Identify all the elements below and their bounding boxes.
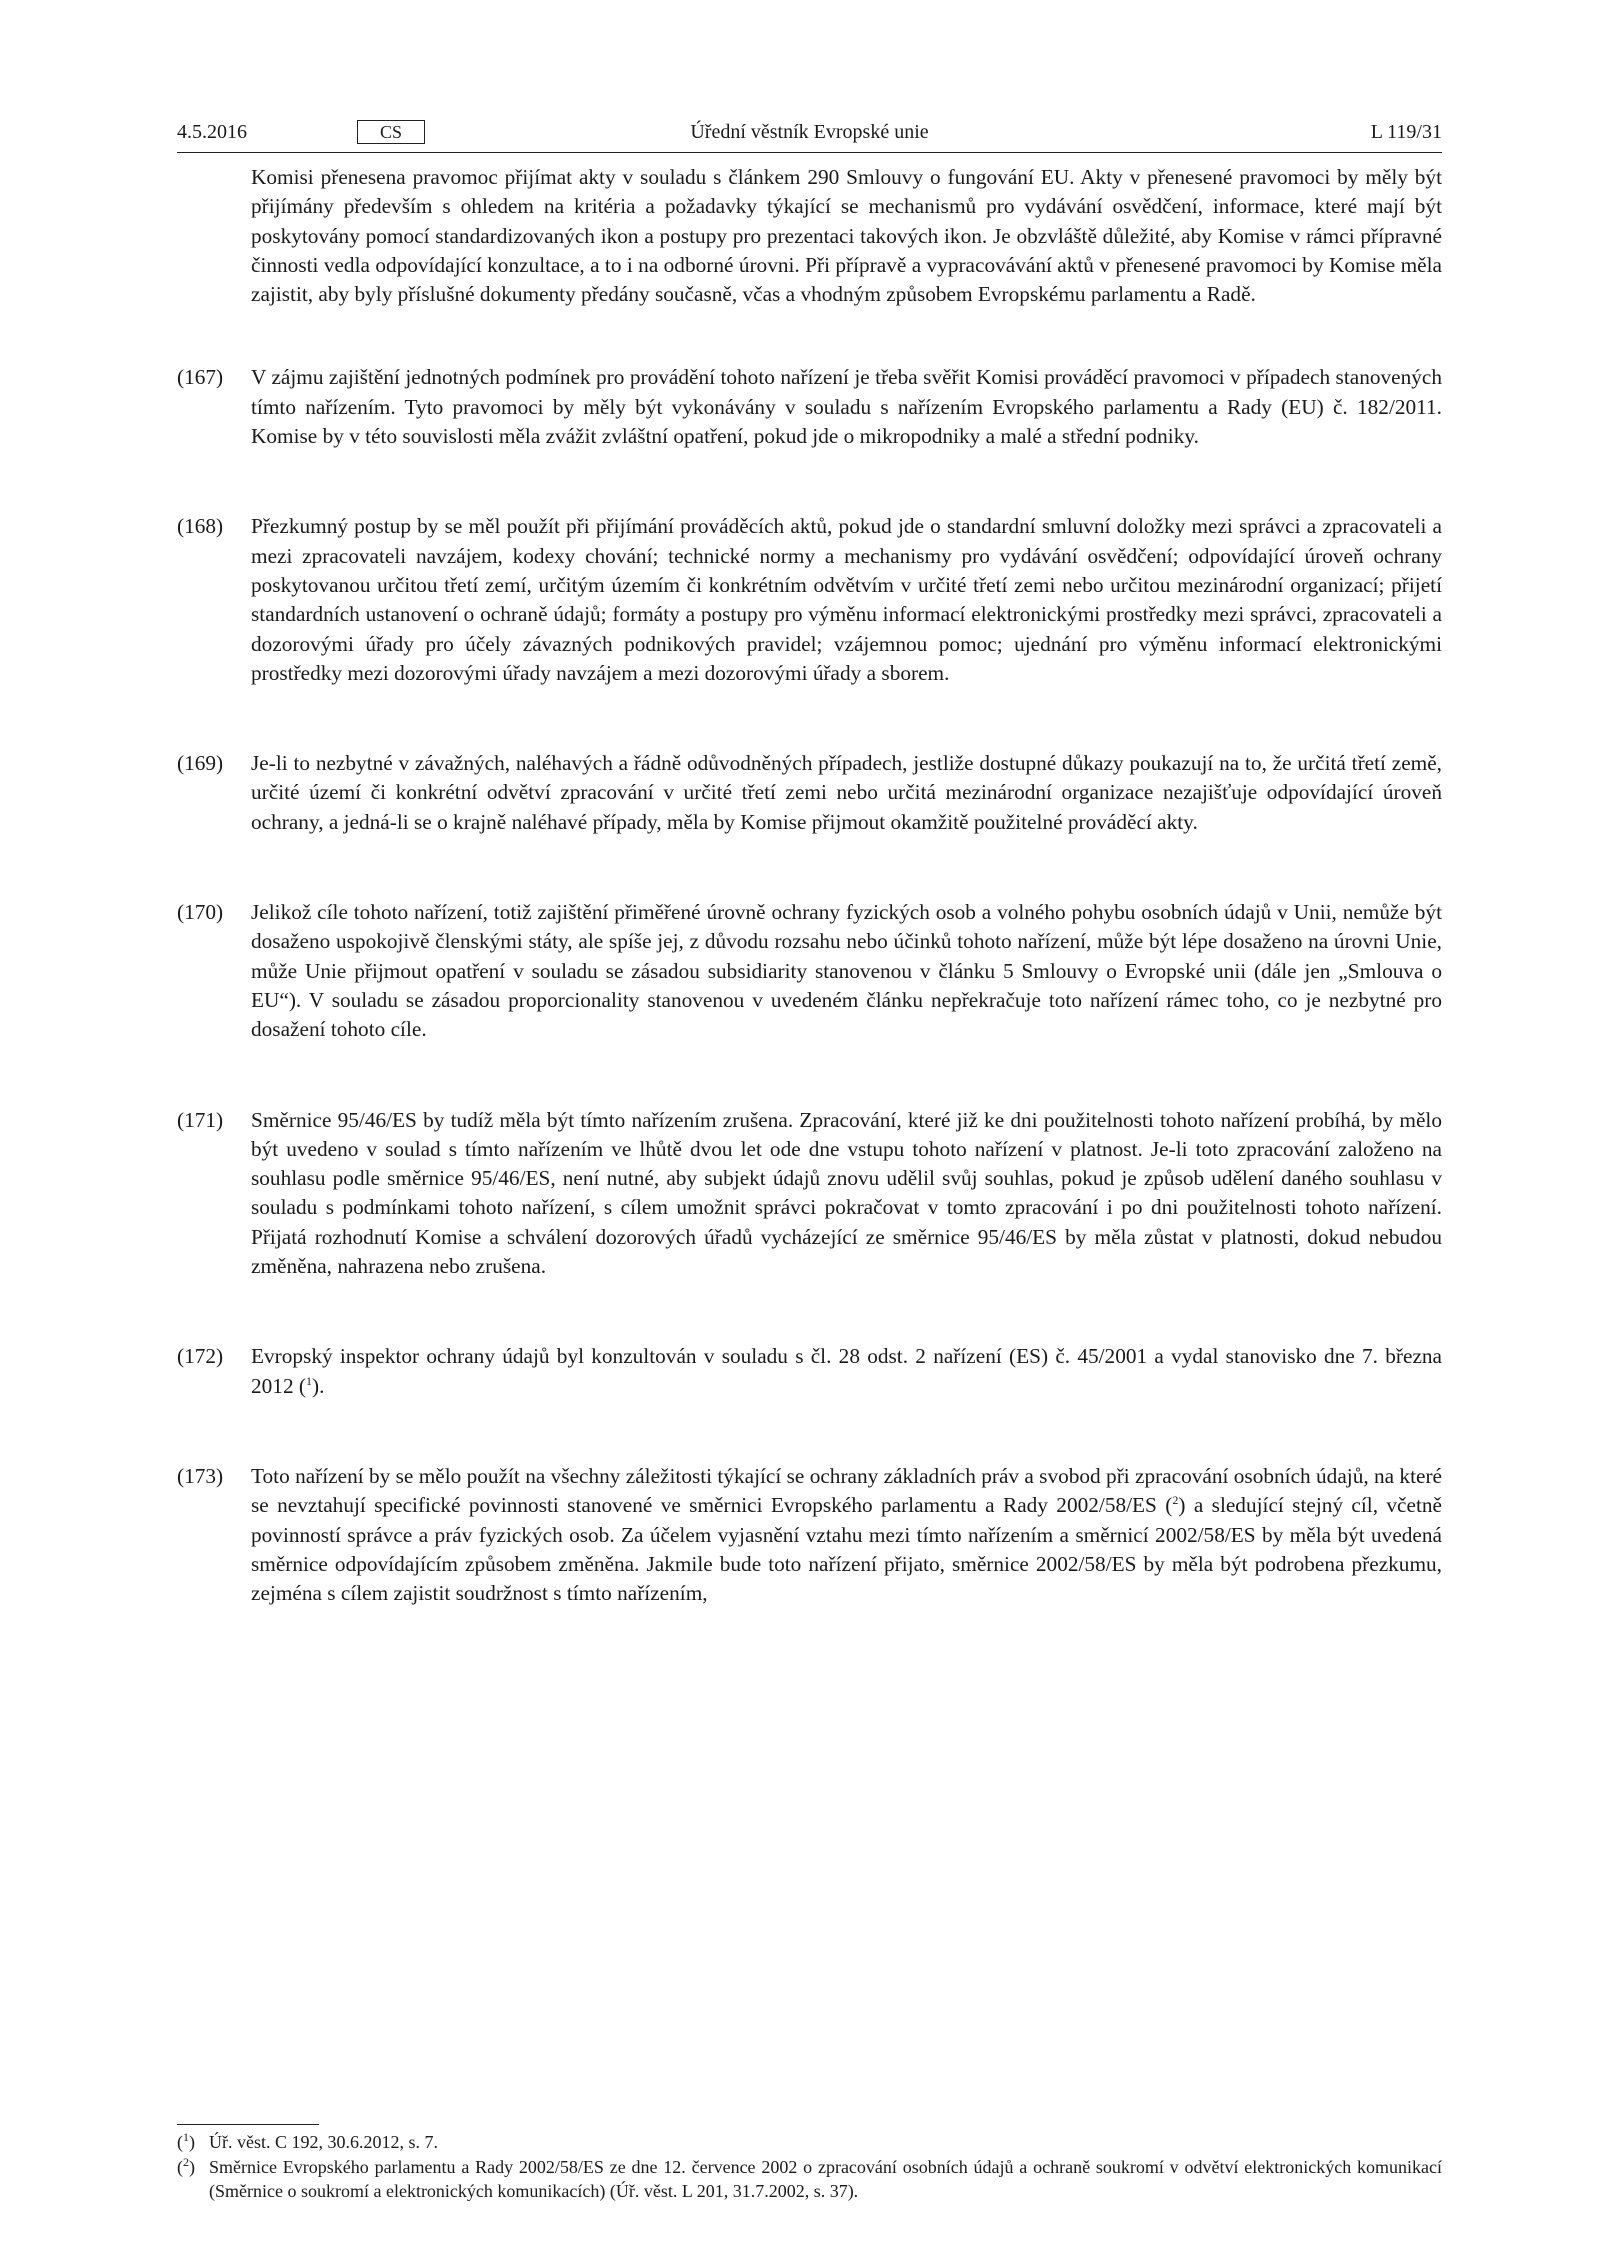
recital-171 xyxy=(177,1106,1442,1282)
recital-text: V zájmu zajištění jednotných podmínek pro provádění tohoto nařízení je třeba svěřit Komisi prováděcí pravomoci v případech stanovených tímto nařízením. Tyto pravomoci by měly být vykonávány v souladu s nařízením Evropského parlamentu a Rady (EU) č. 182/2011. Komise by v této souvislosti měla zvážit zvláštní opatření, pokud jde o mikropodniky a malé a střední podniky. xyxy=(251,365,1442,449)
page xyxy=(177,118,1442,1608)
recital-text-container: Toto nařízení by se mělo použít na všechny záležitosti týkající se ochrany základních práv a svobod při zpracování osobních údajů, na které se nevztahují specifické povinnosti stanovené ve směrnici Evropského parlamentu a Rady 2002/58/ES ($^2$) a sledující stejný cíl, včetně povinností správce a práv fyzických osob. Za účelem vyjasnění vztahu mezi tímto nařízením a směrnicí 2002/58/ES by měla být uvedená směrnice odpovídajícím způsobem změněna. Jakmile bude toto nařízení přijato, směrnice 2002/58/ES by měla být podrobena přezkumu, zejména s cílem zajistit soudržnost s tímto nařízením, xyxy=(251,1463,1442,1606)
footnote-text: Směrnice Evropského parlamentu a Rady 2002/58/ES ze dne 12. července 2002 o zpracování osobních údajů a ochraně soukromí v odvětví elektronických komunikací (Směrnice o soukromí a elektronických komunikacích) (Úř. věst. L 201, 31.7.2002, s. 37). xyxy=(209,2156,1442,2201)
footnotes xyxy=(177,2130,1442,2204)
recital-170 xyxy=(177,898,1442,1044)
recital-number: (172) xyxy=(177,1344,224,1369)
recital-number: (170) xyxy=(177,900,224,925)
header-left xyxy=(177,118,425,146)
footnote-number: ($^1$) xyxy=(177,2130,195,2152)
footnote-number: ($^2$) xyxy=(177,2154,195,2177)
recital-text: Evropský inspektor ochrany údajů byl konzultován v souladu s čl. 28 odst. 2 nařízení (ES) č. 45/2001 a vydal stanovisko dne 7. března 2012 xyxy=(251,1344,1442,1398)
footnote-text: Úř. věst. C 192, 30.6.2012, s. 7. xyxy=(209,2132,438,2152)
footnote-1 xyxy=(177,2130,1442,2155)
recital-text-tail: . xyxy=(319,1373,325,1398)
recital-text: Směrnice 95/46/ES by tudíž měla být tímto nařízením zrušena. Zpracování, které již ke dni použitelnosti tohoto nařízení probíhá, by mělo být uvedeno v soulad s tímto nařízením ve lhůtě dvou let ode dne vstupu tohoto nařízení v platnost. Je-li toto zpracování založeno na souhlasu podle směrnice 95/46/ES, není nutné, aby subjekt údajů znovu udělil svůj souhlas, pokud je způsob udělení daného souhlasu v souladu s podmínkami tohoto nařízení, s cílem umožnit správci pokračovat v tomto zpracování i po dni použitelnosti tohoto nařízení. Přijatá rozhodnutí Komise a schválení dozorových úřadů vycházející ze směrnice 95/46/ES by měla zůstat v platnosti, dokud nebudou změněna, nahrazena nebo zrušena. xyxy=(251,1107,1442,1279)
page-header xyxy=(177,118,1442,153)
document-body xyxy=(177,163,1442,1608)
recital-number: (171) xyxy=(177,1107,224,1132)
recital-text-container: Evropský inspektor ochrany údajů byl konzultován v souladu s čl. 28 odst. 2 nařízení (ES) č. 45/2001 a vydal stanovisko dne 7. března 2012 ($^1$). xyxy=(251,1344,1442,1398)
publication-date: 4.5.2016 xyxy=(177,121,247,143)
recital-text: Je-li to nezbytné v závažných, naléhavých a řádně odůvodněných případech, jestliže dostupné důkazy poukazují na to, že určitá třetí země, určité území či konkrétní odvětví zpracování v určité třetí zemi nebo určitá mezinárodní organizace nezajišťuje odpovídající úroveň ochrany, a jedná-li se o krajně naléhavé případy, měla by Komise přijmout okamžitě použitelné prováděcí akty. xyxy=(251,751,1442,834)
lead-paragraph: Komisi přenesena pravomoc přijímat akty v souladu s článkem 290 Smlouvy o fungování EU. Akty v přenesené pravomoci by měly být přijímány především s ohledem na kritéria a požadavky týkající se mechanismů pro vydávání osvědčení, informace, které mají být poskytovány pomocí standardizovaných ikon a postupy pro prezentaci takových ikon. Je obzvláště důležité, aby Komise v rámci přípravné činnosti vedla odpovídající konzultace, a to i na odborné úrovni. Při přípravě a vypracovávání aktů v přenesené pravomoci by Komise měla zajistit, aby byly příslušné dokumenty předány současně, včas a vhodným způsobem Evropskému parlamentu a Radě. xyxy=(251,165,1442,307)
recital-text: Jelikož cíle tohoto nařízení, totiž zajištění přiměřené úrovně ochrany fyzických osob a volného pohybu osobních údajů v Unii, nemůže být dosaženo uspokojivě členskými státy, ale spíše jej, z důvodu rozsahu nebo účinků tohoto nařízení, může být lépe dosaženo na úrovni Unie, může Unie přijmout opatření v souladu se zásadou subsidiarity stanovenou v článku 5 Smlouvy o Evropské unii (dále jen „Smlouva o EU“). V souladu se zásadou proporcionality stanovenou v uvedeném článku nepřekračuje toto nařízení rámec toho, co je nezbytné pro dosažení tohoto cíle. xyxy=(251,900,1442,1042)
recital-number: (169) xyxy=(177,751,224,776)
footnote-ref-2[interactable]: 2 xyxy=(1172,1493,1179,1508)
footnote-2 xyxy=(177,2155,1442,2204)
recital-number: (168) xyxy=(177,514,224,539)
footnote-ref-1[interactable]: 1 xyxy=(306,1373,313,1388)
recital-number: (173) xyxy=(177,1463,224,1488)
journal-title: Úřední věstník Evropské unie xyxy=(690,121,929,143)
recital-text-tail: a sledující stejný cíl, včetně povinností správce a práv fyzických osob. Za účelem vyjasnění vztahu mezi tímto nařízením a směrnicí 2002/58/ES by měla být uvedená směrnice odpovídajícím způsobem změněna. Jakmile bude toto nařízení přijato, směrnice 2002/58/ES by měla být podrobena přezkumu, zejména s cílem zajistit soudržnost s tímto nařízením, xyxy=(251,1493,1442,1606)
recital-167 xyxy=(177,363,1442,451)
recital-173 xyxy=(177,1462,1442,1608)
page-number: L 119/31 xyxy=(1370,121,1442,143)
recital-text: Toto nařízení by se mělo použít na všechny záležitosti týkající se ochrany základních práv a svobod při zpracování osobních údajů, na které se nevztahují specifické povinnosti stanovené ve směrnici Evropského parlamentu a Rady 2002/58/ES xyxy=(251,1463,1442,1518)
recital-number: (167) xyxy=(177,365,224,390)
recital-168 xyxy=(177,512,1442,688)
footnote-divider xyxy=(177,2124,319,2125)
recital-172 xyxy=(177,1342,1442,1401)
recital-text: Přezkumný postup by se měl použít při přijímání prováděcích aktů, pokud jde o standardní smluvní doložky mezi správci a zpracovateli a mezi zpracovateli navzájem, kodexy chování; technické normy a mechanismy pro vydávání osvědčení; odpovídající úroveň ochrany poskytovanou určitou třetí zemí, určitým územím či konkrétním odvětvím v určité třetí zemi nebo určitou mezinárodní organizací; přijetí standardních ustanovení o ochraně údajů; formáty a postupy pro výměnu informací elektronickými prostředky mezi správci, zpracovateli a dozorovými úřady pro účely závazných podnikových pravidel; vzájemnou pomoc; ujednání pro výměnu informací elektronickými prostředky mezi dozorovými úřady navzájem a mezi dozorovými úřady a sborem. xyxy=(251,514,1442,685)
language-code-badge: CS xyxy=(357,120,425,144)
recital-169 xyxy=(177,749,1442,837)
